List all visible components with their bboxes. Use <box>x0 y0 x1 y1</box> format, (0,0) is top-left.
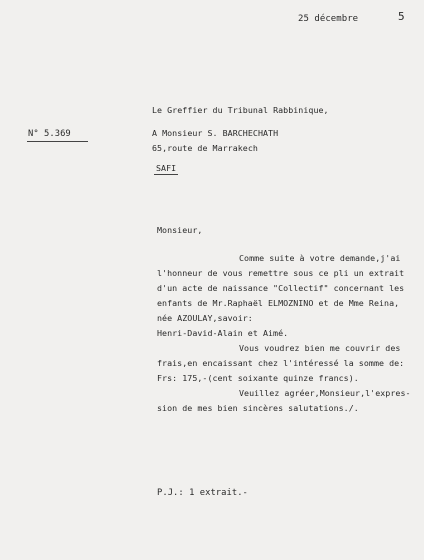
body-line: sion de mes bien sincères salutations./. <box>157 403 359 413</box>
body-line: Comme suite à votre demande,j'ai <box>239 253 401 263</box>
body-line: enfants de Mr.Raphaël ELMOZNINO et de Mme Reina, <box>157 298 400 308</box>
city-underline <box>154 174 178 175</box>
body-line: Vous voudrez bien me couvrir des <box>239 343 401 353</box>
recipient-name: A Monsieur S. BARCHECHATH <box>152 128 279 138</box>
recipient-address: 65,route de Marrakech <box>152 143 258 153</box>
body-line: frais,en encaissant chez l'intéressé la somme de: <box>157 358 405 368</box>
body-line: Frs: 175,-(cent soixante quinze francs). <box>157 373 359 383</box>
recipient-city: SAFI <box>156 163 177 173</box>
letter-date: 25 décembre <box>298 14 359 24</box>
body-line: l'honneur de vous remettre sous ce pli un extrait <box>157 268 405 278</box>
page-number: 5 <box>398 10 405 23</box>
body-line: d'un acte de naissance "Collectif" concernant les <box>157 283 405 293</box>
enclosure-note: P.J.: 1 extrait.- <box>157 488 248 498</box>
sender-line: Le Greffier du Tribunal Rabbinique, <box>152 105 329 115</box>
body-line: Veuillez agréer,Monsieur,l'expres- <box>239 388 411 398</box>
reference-number: N° 5.369 <box>28 129 71 139</box>
body-line: Henri-David-Alain et Aimé. <box>157 328 289 338</box>
salutation: Monsieur, <box>157 225 203 235</box>
reference-underline <box>27 141 88 142</box>
body-line: née AZOULAY,savoir: <box>157 313 253 323</box>
